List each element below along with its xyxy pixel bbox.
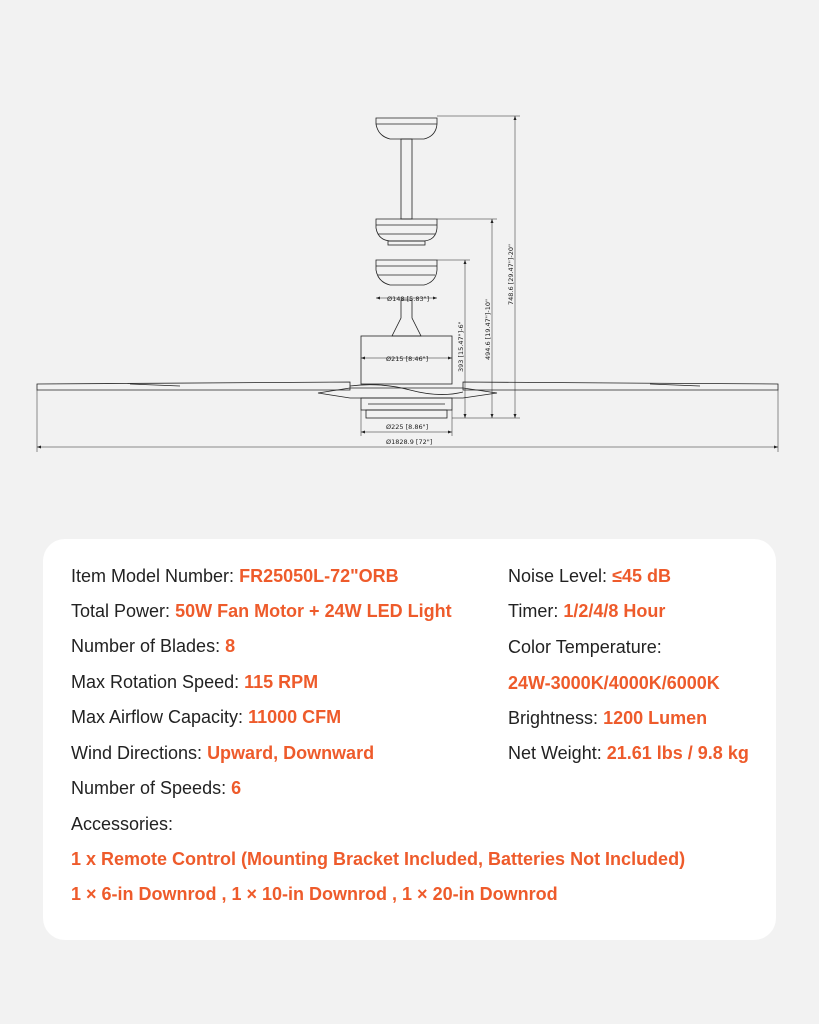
dim-height-6in-label: 393 [15.47"]-6" (457, 321, 465, 372)
spec-accessory-downrods: 1 × 6-in Downrod , 1 × 10-in Downrod , 1 × 20-in Downrod (71, 884, 558, 904)
spec-accessory-remote: 1 x Remote Control (Mounting Bracket Included, Batteries Not Included) (71, 849, 686, 869)
dim-canopy-label: Ø148 [5.83"] (387, 295, 430, 303)
spec-timer: Timer: 1/2/4/8 Hour (508, 601, 666, 621)
spec-power: Total Power: 50W Fan Motor + 24W LED Light (71, 601, 452, 621)
spec-blades: Number of Blades: 8 (71, 636, 236, 656)
spec-color-temp-label: Color Temperature: (508, 637, 662, 657)
spec-card (43, 539, 776, 940)
spec-color-temp-value: 24W-3000K/4000K/6000K (508, 673, 720, 693)
dim-height-20in-label: 748.6 [29.47"]-20" (507, 244, 515, 305)
spec-wind: Wind Directions: Upward, Downward (71, 743, 375, 763)
spec-airflow: Max Airflow Capacity: 11000 CFM (71, 707, 342, 727)
dim-span-label: Ø1828.9 [72"] (386, 438, 433, 446)
spec-speeds: Number of Speeds: 6 (71, 778, 242, 798)
dim-motor-label: Ø215 [8.46"] (386, 355, 429, 363)
spec-noise: Noise Level: ≤45 dB (508, 566, 671, 586)
dim-height-10in-label: 494.6 [19.47"]-10" (484, 299, 492, 360)
spec-model: Item Model Number: FR25050L-72"ORB (71, 566, 399, 586)
spec-weight: Net Weight: 21.61 lbs / 9.8 kg (508, 743, 749, 763)
dim-light-label: Ø225 [8.86"] (386, 423, 429, 431)
spec-rpm: Max Rotation Speed: 115 RPM (71, 672, 319, 692)
spec-brightness: Brightness: 1200 Lumen (508, 708, 708, 728)
spec-accessories-label: Accessories: (71, 814, 174, 834)
